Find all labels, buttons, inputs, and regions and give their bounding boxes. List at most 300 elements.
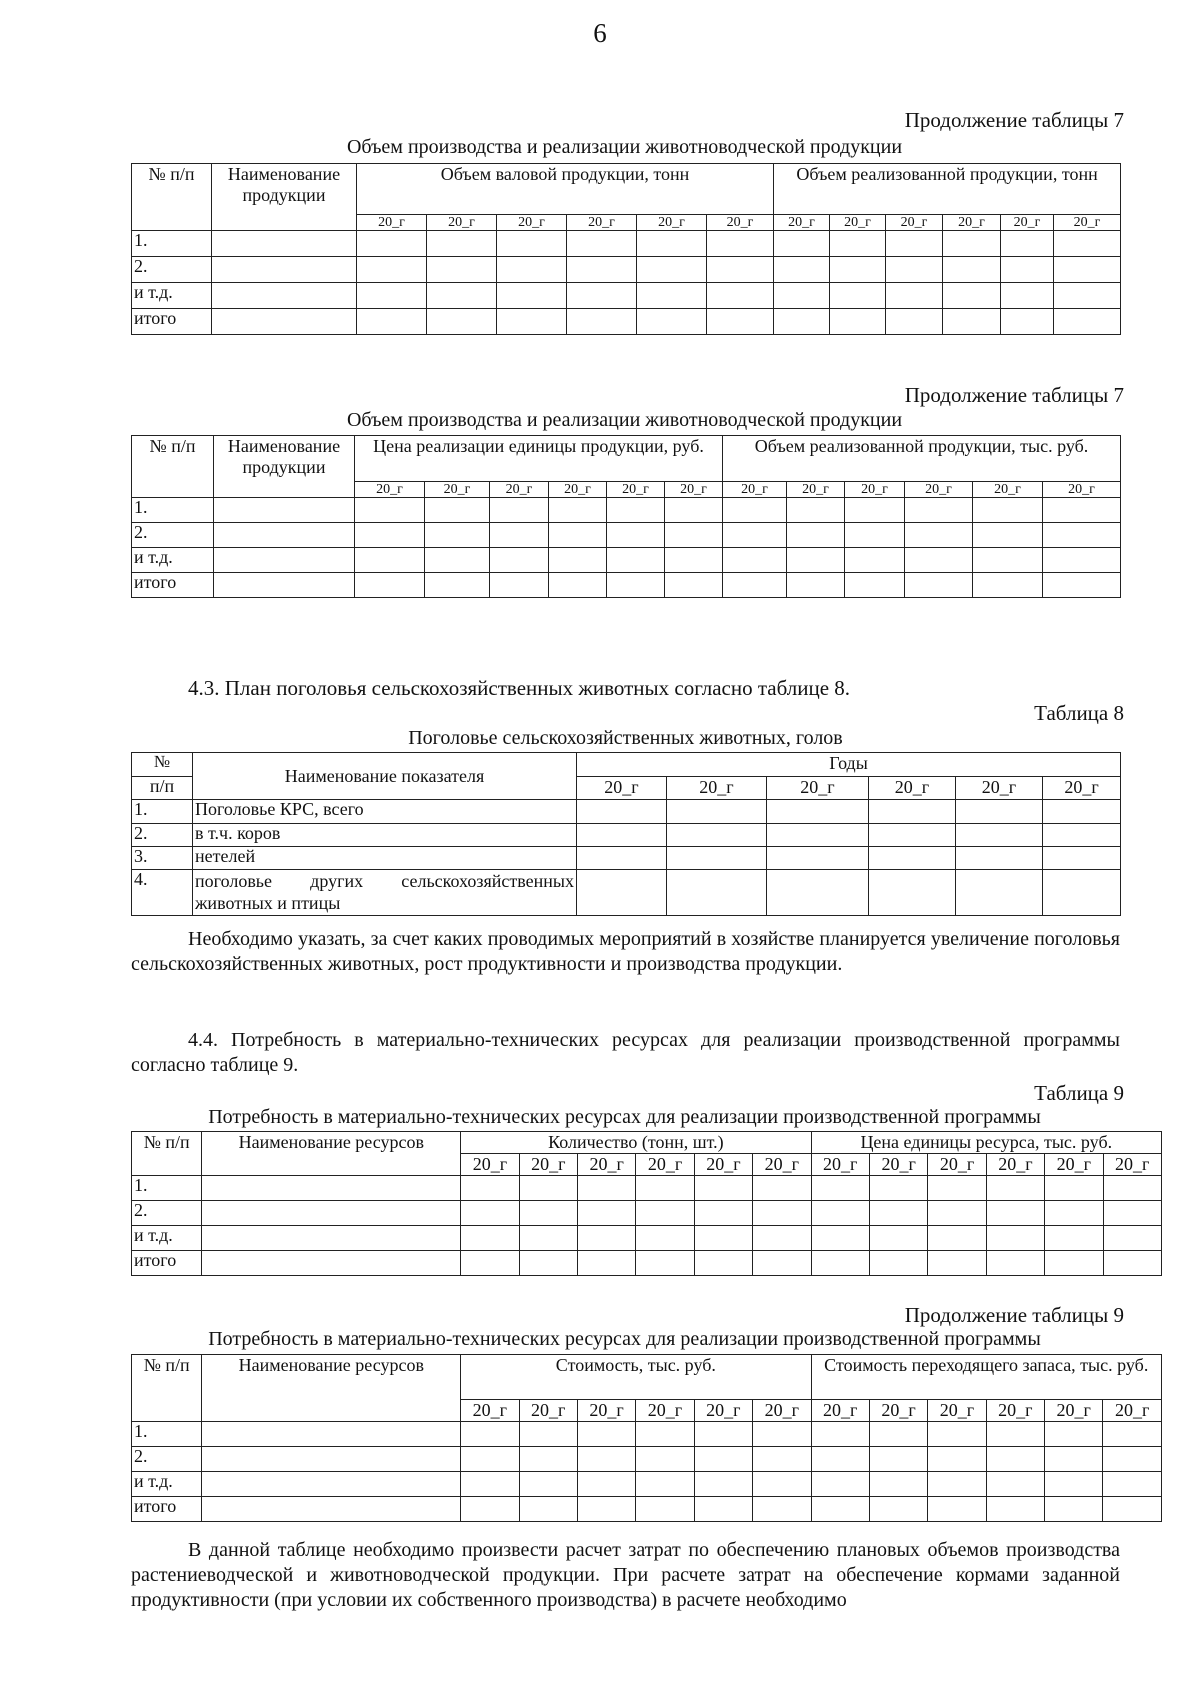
value-cell <box>830 309 886 335</box>
indicator-name: нетелей <box>193 847 577 870</box>
value-cell <box>811 1422 869 1447</box>
year-cell: 20_г <box>1045 1400 1103 1422</box>
year-cell: 20_г <box>845 482 905 498</box>
value-cell <box>886 257 943 283</box>
value-cell <box>636 1226 694 1251</box>
value-cell <box>845 498 905 523</box>
value-cell <box>774 283 830 309</box>
value-cell <box>1001 283 1054 309</box>
value-cell <box>905 573 973 598</box>
value-cell <box>1043 548 1121 573</box>
value-cell <box>567 257 637 283</box>
value-cell <box>497 257 567 283</box>
year-cell: 20_г <box>497 215 567 231</box>
year-cell: 20_г <box>869 1154 927 1176</box>
value-cell <box>567 283 637 309</box>
value-cell <box>1045 1447 1103 1472</box>
t7a-header-name: Наименование продукции <box>212 164 357 231</box>
value-cell <box>928 1497 986 1522</box>
row-label: итого <box>132 309 212 335</box>
t7b-header-name: Наименование продукции <box>214 436 355 498</box>
value-cell <box>986 1447 1044 1472</box>
value-cell <box>519 1251 577 1276</box>
year-cell: 20_г <box>357 215 427 231</box>
value-cell <box>753 1176 811 1201</box>
value-cell <box>1001 231 1054 257</box>
value-cell <box>774 231 830 257</box>
value-cell <box>427 257 497 283</box>
value-cell <box>1001 309 1054 335</box>
t8-header-number: № <box>132 753 193 777</box>
table-row <box>132 1201 1162 1226</box>
section-text: 4.4. Потребность в материально-технических ресурсах для реализации производственной программы согласно таблице 9. <box>131 1029 1120 1076</box>
value-cell <box>519 1497 577 1522</box>
year-cell: 20_г <box>355 482 425 498</box>
table-8-note <box>131 927 1120 977</box>
value-cell <box>461 1176 519 1201</box>
value-cell <box>636 1422 694 1447</box>
value-cell <box>811 1201 869 1226</box>
value-cell <box>869 1472 927 1497</box>
t7b-header-sold-value: Объем реализованной продукции, тыс. руб. <box>723 436 1121 482</box>
value-cell <box>694 1226 752 1251</box>
value-cell <box>425 498 490 523</box>
t9b-header-carryover-cost: Стоимость переходящего запаса, тыс. руб. <box>811 1355 1162 1400</box>
value-cell <box>928 1201 986 1226</box>
year-cell: 20_г <box>667 777 767 800</box>
value-cell <box>811 1472 869 1497</box>
value-cell <box>928 1176 986 1201</box>
year-cell: 20_г <box>811 1154 869 1176</box>
t9b-header-cost: Стоимость, тыс. руб. <box>461 1355 811 1400</box>
t9a-header-number: № п/п <box>132 1132 202 1176</box>
year-cell: 20_г <box>943 215 1001 231</box>
value-cell <box>519 1422 577 1447</box>
year-cell: 20_г <box>886 215 943 231</box>
value-cell <box>694 1176 752 1201</box>
table-row <box>132 548 1121 573</box>
value-cell <box>973 523 1043 548</box>
value-cell <box>1045 1251 1103 1276</box>
value-cell <box>928 1251 986 1276</box>
value-cell <box>1054 257 1121 283</box>
value-cell <box>1103 1422 1162 1447</box>
year-cell: 20_г <box>577 1154 635 1176</box>
value-cell <box>549 548 607 573</box>
value-cell <box>461 1251 519 1276</box>
table-row <box>132 1251 1162 1276</box>
year-cell: 20_г <box>956 777 1043 800</box>
t7b-caption: Объем производства и реализации животноводческой продукции <box>346 409 903 431</box>
year-cell: 20_г <box>577 777 667 800</box>
year-cell: 20_г <box>928 1154 986 1176</box>
row-label: 2. <box>132 1447 202 1472</box>
t8-header-number-2: п/п <box>132 777 193 800</box>
table-8 <box>131 752 1121 916</box>
t9a-label: Таблица 9 <box>1034 1081 1124 1105</box>
year-cell: 20_г <box>1001 215 1054 231</box>
value-cell <box>986 1176 1044 1201</box>
value-cell <box>1045 1176 1103 1201</box>
value-cell <box>869 1201 927 1226</box>
row-number: 4. <box>132 870 193 916</box>
value-cell <box>753 1226 811 1251</box>
year-cell: 20_г <box>694 1400 752 1422</box>
value-cell <box>928 1422 986 1447</box>
name-cell <box>202 1447 461 1472</box>
value-cell <box>986 1472 1044 1497</box>
value-cell <box>973 498 1043 523</box>
value-cell <box>577 1176 635 1201</box>
value-cell <box>811 1176 869 1201</box>
year-cell: 20_г <box>707 215 774 231</box>
value-cell <box>577 1251 635 1276</box>
value-cell <box>490 573 549 598</box>
year-cell: 20_г <box>986 1400 1044 1422</box>
value-cell <box>607 523 665 548</box>
name-cell <box>214 548 355 573</box>
value-cell <box>986 1251 1044 1276</box>
value-cell <box>753 1251 811 1276</box>
name-cell <box>214 573 355 598</box>
value-cell <box>425 548 490 573</box>
value-cell <box>357 283 427 309</box>
year-cell: 20_г <box>973 482 1043 498</box>
name-cell <box>202 1422 461 1447</box>
year-cell: 20_г <box>767 777 869 800</box>
final-paragraph <box>131 1538 1120 1613</box>
year-cell: 20_г <box>811 1400 869 1422</box>
value-cell <box>943 231 1001 257</box>
value-cell <box>753 1447 811 1472</box>
value-cell <box>707 283 774 309</box>
table-row <box>132 573 1121 598</box>
row-label: 2. <box>132 1201 202 1226</box>
value-cell <box>753 1472 811 1497</box>
value-cell <box>1103 1226 1162 1251</box>
value-cell <box>567 309 637 335</box>
value-cell <box>461 1226 519 1251</box>
year-cell: 20_г <box>753 1400 811 1422</box>
value-cell <box>811 1251 869 1276</box>
value-cell <box>694 1472 752 1497</box>
value-cell <box>694 1201 752 1226</box>
value-cell <box>1043 573 1121 598</box>
value-cell <box>355 573 425 598</box>
table-row <box>132 1447 1162 1472</box>
value-cell <box>1045 1226 1103 1251</box>
row-label: итого <box>132 1497 202 1522</box>
name-cell <box>202 1472 461 1497</box>
table-row <box>132 1176 1162 1201</box>
value-cell <box>357 309 427 335</box>
value-cell <box>694 1497 752 1522</box>
value-cell <box>943 257 1001 283</box>
table-row <box>132 1472 1162 1497</box>
year-cell: 20_г <box>637 215 707 231</box>
table-row <box>132 847 1121 870</box>
t9b-header-number: № п/п <box>132 1355 202 1422</box>
value-cell <box>694 1447 752 1472</box>
value-cell <box>723 523 787 548</box>
year-cell: 20_г <box>905 482 973 498</box>
value-cell <box>787 523 845 548</box>
value-cell <box>869 1497 927 1522</box>
value-cell <box>461 1472 519 1497</box>
name-cell <box>212 309 357 335</box>
value-cell <box>425 573 490 598</box>
value-cell <box>928 1226 986 1251</box>
value-cell <box>1043 523 1121 548</box>
section-4-3-heading: 4.3. План поголовья сельскохозяйственных животных согласно таблице 8. <box>188 676 851 700</box>
page-number: 6 <box>593 18 607 48</box>
row-label: и т.д. <box>132 1472 202 1497</box>
name-cell <box>202 1176 461 1201</box>
row-label: 1. <box>132 1176 202 1201</box>
value-cell <box>723 573 787 598</box>
row-label: 1. <box>132 1422 202 1447</box>
value-cell <box>1054 283 1121 309</box>
value-cell <box>905 548 973 573</box>
value-cell <box>869 1422 927 1447</box>
year-cell: 20_г <box>519 1400 577 1422</box>
row-label: 1. <box>132 231 212 257</box>
value-cell <box>490 498 549 523</box>
value-cell <box>637 257 707 283</box>
t8-header-years: Годы <box>577 753 1121 777</box>
year-cell: 20_г <box>986 1154 1044 1176</box>
value-cell <box>787 548 845 573</box>
value-cell <box>461 1422 519 1447</box>
value-cell <box>811 1497 869 1522</box>
value-cell <box>427 283 497 309</box>
t9b-continuation-label: Продолжение таблицы 9 <box>904 1303 1124 1327</box>
year-cell: 20_г <box>577 1400 635 1422</box>
value-cell <box>1103 1201 1162 1226</box>
value-cell <box>694 1251 752 1276</box>
value-cell <box>607 573 665 598</box>
t7b-header-number: № п/п <box>132 436 214 498</box>
table-row <box>132 231 1121 257</box>
row-number: 1. <box>132 800 193 824</box>
value-cell <box>577 1422 635 1447</box>
value-cell <box>577 1472 635 1497</box>
value-cell <box>845 548 905 573</box>
row-number: 2. <box>132 824 193 847</box>
value-cell <box>607 498 665 523</box>
name-cell <box>214 523 355 548</box>
name-cell <box>202 1251 461 1276</box>
value-cell <box>707 257 774 283</box>
table-row <box>132 498 1121 523</box>
value-cell <box>928 1447 986 1472</box>
t7a-continuation-label: Продолжение таблицы 7 <box>904 108 1124 132</box>
value-cell <box>355 548 425 573</box>
year-cell: 20_г <box>636 1154 694 1176</box>
value-cell <box>869 1251 927 1276</box>
t7a-header-sold-volume: Объем реализованной продукции, тонн <box>774 164 1121 215</box>
table-9-part-a <box>131 1131 1162 1276</box>
t9a-header-unit-price: Цена единицы ресурса, тыс. руб. <box>811 1132 1161 1154</box>
value-cell <box>636 1251 694 1276</box>
value-cell <box>636 1176 694 1201</box>
year-cell: 20_г <box>461 1154 519 1176</box>
t8-label: Таблица 8 <box>1034 701 1124 725</box>
year-cell: 20_г <box>1103 1400 1162 1422</box>
value-cell <box>811 1226 869 1251</box>
value-cell <box>774 309 830 335</box>
year-cell: 20_г <box>723 482 787 498</box>
value-cell <box>461 1497 519 1522</box>
value-cell <box>665 498 723 523</box>
value-cell <box>1103 1251 1162 1276</box>
t9b-header-name: Наименование ресурсов <box>202 1355 461 1422</box>
year-cell: 20_г <box>427 215 497 231</box>
t7a-header-gross-volume: Объем валовой продукции, тонн <box>357 164 774 215</box>
indicator-name: поголовье других сельскохозяйственных животных и птицы <box>193 870 577 916</box>
value-cell <box>753 1422 811 1447</box>
value-cell <box>577 1447 635 1472</box>
value-cell <box>497 283 567 309</box>
value-cell <box>1103 1176 1162 1201</box>
value-cell <box>567 231 637 257</box>
row-label: и т.д. <box>132 1226 202 1251</box>
t9a-caption: Потребность в материально-технических ресурсах для реализации производственной программы <box>208 1106 1041 1128</box>
value-cell <box>886 283 943 309</box>
year-cell: 20_г <box>1054 215 1121 231</box>
value-cell <box>869 1447 927 1472</box>
value-cell <box>973 548 1043 573</box>
value-cell <box>1045 1422 1103 1447</box>
value-cell <box>519 1226 577 1251</box>
value-cell <box>490 548 549 573</box>
table-row <box>132 309 1121 335</box>
value-cell <box>549 523 607 548</box>
table-row <box>132 1226 1162 1251</box>
value-cell <box>886 231 943 257</box>
value-cell <box>1054 231 1121 257</box>
value-cell <box>845 573 905 598</box>
value-cell <box>707 309 774 335</box>
row-label: 2. <box>132 523 214 548</box>
t9b-caption: Потребность в материально-технических ресурсах для реализации производственной программы <box>208 1328 1041 1350</box>
value-cell <box>577 1226 635 1251</box>
year-cell: 20_г <box>928 1400 986 1422</box>
table-7-part-a <box>131 163 1121 335</box>
value-cell <box>707 231 774 257</box>
row-label: и т.д. <box>132 283 212 309</box>
value-cell <box>973 573 1043 598</box>
row-label: итого <box>132 573 214 598</box>
value-cell <box>694 1422 752 1447</box>
row-number: 3. <box>132 847 193 870</box>
value-cell <box>1103 1472 1162 1497</box>
t8-header-name: Наименование показателя <box>193 753 577 800</box>
value-cell <box>1001 257 1054 283</box>
value-cell <box>665 573 723 598</box>
table-row <box>132 870 1121 916</box>
value-cell <box>1045 1472 1103 1497</box>
value-cell <box>636 1201 694 1226</box>
table-row <box>132 1497 1162 1522</box>
value-cell <box>943 283 1001 309</box>
table-row <box>132 824 1121 847</box>
value-cell <box>665 523 723 548</box>
table-row <box>132 523 1121 548</box>
value-cell <box>830 283 886 309</box>
year-cell: 20_г <box>567 215 637 231</box>
year-cell: 20_г <box>425 482 490 498</box>
value-cell <box>490 523 549 548</box>
value-cell <box>905 498 973 523</box>
value-cell <box>497 309 567 335</box>
table-7-part-b <box>131 435 1121 598</box>
row-label: 2. <box>132 257 212 283</box>
year-cell: 20_г <box>461 1400 519 1422</box>
name-cell <box>202 1497 461 1522</box>
row-label: и т.д. <box>132 548 214 573</box>
name-cell <box>202 1201 461 1226</box>
value-cell <box>869 1176 927 1201</box>
value-cell <box>886 309 943 335</box>
value-cell <box>811 1447 869 1472</box>
year-cell: 20_г <box>1103 1154 1162 1176</box>
value-cell <box>607 548 665 573</box>
value-cell <box>723 498 787 523</box>
year-cell: 20_г <box>1043 777 1121 800</box>
value-cell <box>986 1422 1044 1447</box>
name-cell <box>214 498 355 523</box>
value-cell <box>774 257 830 283</box>
value-cell <box>943 309 1001 335</box>
value-cell <box>830 257 886 283</box>
year-cell: 20_г <box>636 1400 694 1422</box>
value-cell <box>519 1176 577 1201</box>
value-cell <box>986 1497 1044 1522</box>
value-cell <box>1043 498 1121 523</box>
row-label: итого <box>132 1251 202 1276</box>
value-cell <box>519 1201 577 1226</box>
value-cell <box>845 523 905 548</box>
t7b-header-unit-price: Цена реализации единицы продукции, руб. <box>355 436 723 482</box>
year-cell: 20_г <box>1043 482 1121 498</box>
row-label: 1. <box>132 498 214 523</box>
note-text: Необходимо указать, за счет каких проводимых мероприятий в хозяйстве планируется увеличение поголовья сельскохозяйственных животных, рост продуктивности и производства продукции. <box>131 928 1120 975</box>
value-cell <box>787 573 845 598</box>
value-cell <box>355 523 425 548</box>
year-cell: 20_г <box>753 1154 811 1176</box>
year-cell: 20_г <box>787 482 845 498</box>
year-cell: 20_г <box>607 482 665 498</box>
t8-caption: Поголовье сельскохозяйственных животных, голов <box>408 727 843 749</box>
value-cell <box>787 498 845 523</box>
value-cell <box>869 1226 927 1251</box>
value-cell <box>636 1497 694 1522</box>
value-cell <box>637 231 707 257</box>
value-cell <box>986 1201 1044 1226</box>
year-cell: 20_г <box>549 482 607 498</box>
t9a-header-quantity: Количество (тонн, шт.) <box>461 1132 811 1154</box>
value-cell <box>355 498 425 523</box>
year-cell: 20_г <box>694 1154 752 1176</box>
value-cell <box>753 1497 811 1522</box>
table-row <box>132 257 1121 283</box>
year-cell: 20_г <box>869 1400 927 1422</box>
value-cell <box>1045 1201 1103 1226</box>
t7a-header-number: № п/п <box>132 164 212 231</box>
indicator-name: в т.ч. коров <box>193 824 577 847</box>
year-cell: 20_г <box>490 482 549 498</box>
